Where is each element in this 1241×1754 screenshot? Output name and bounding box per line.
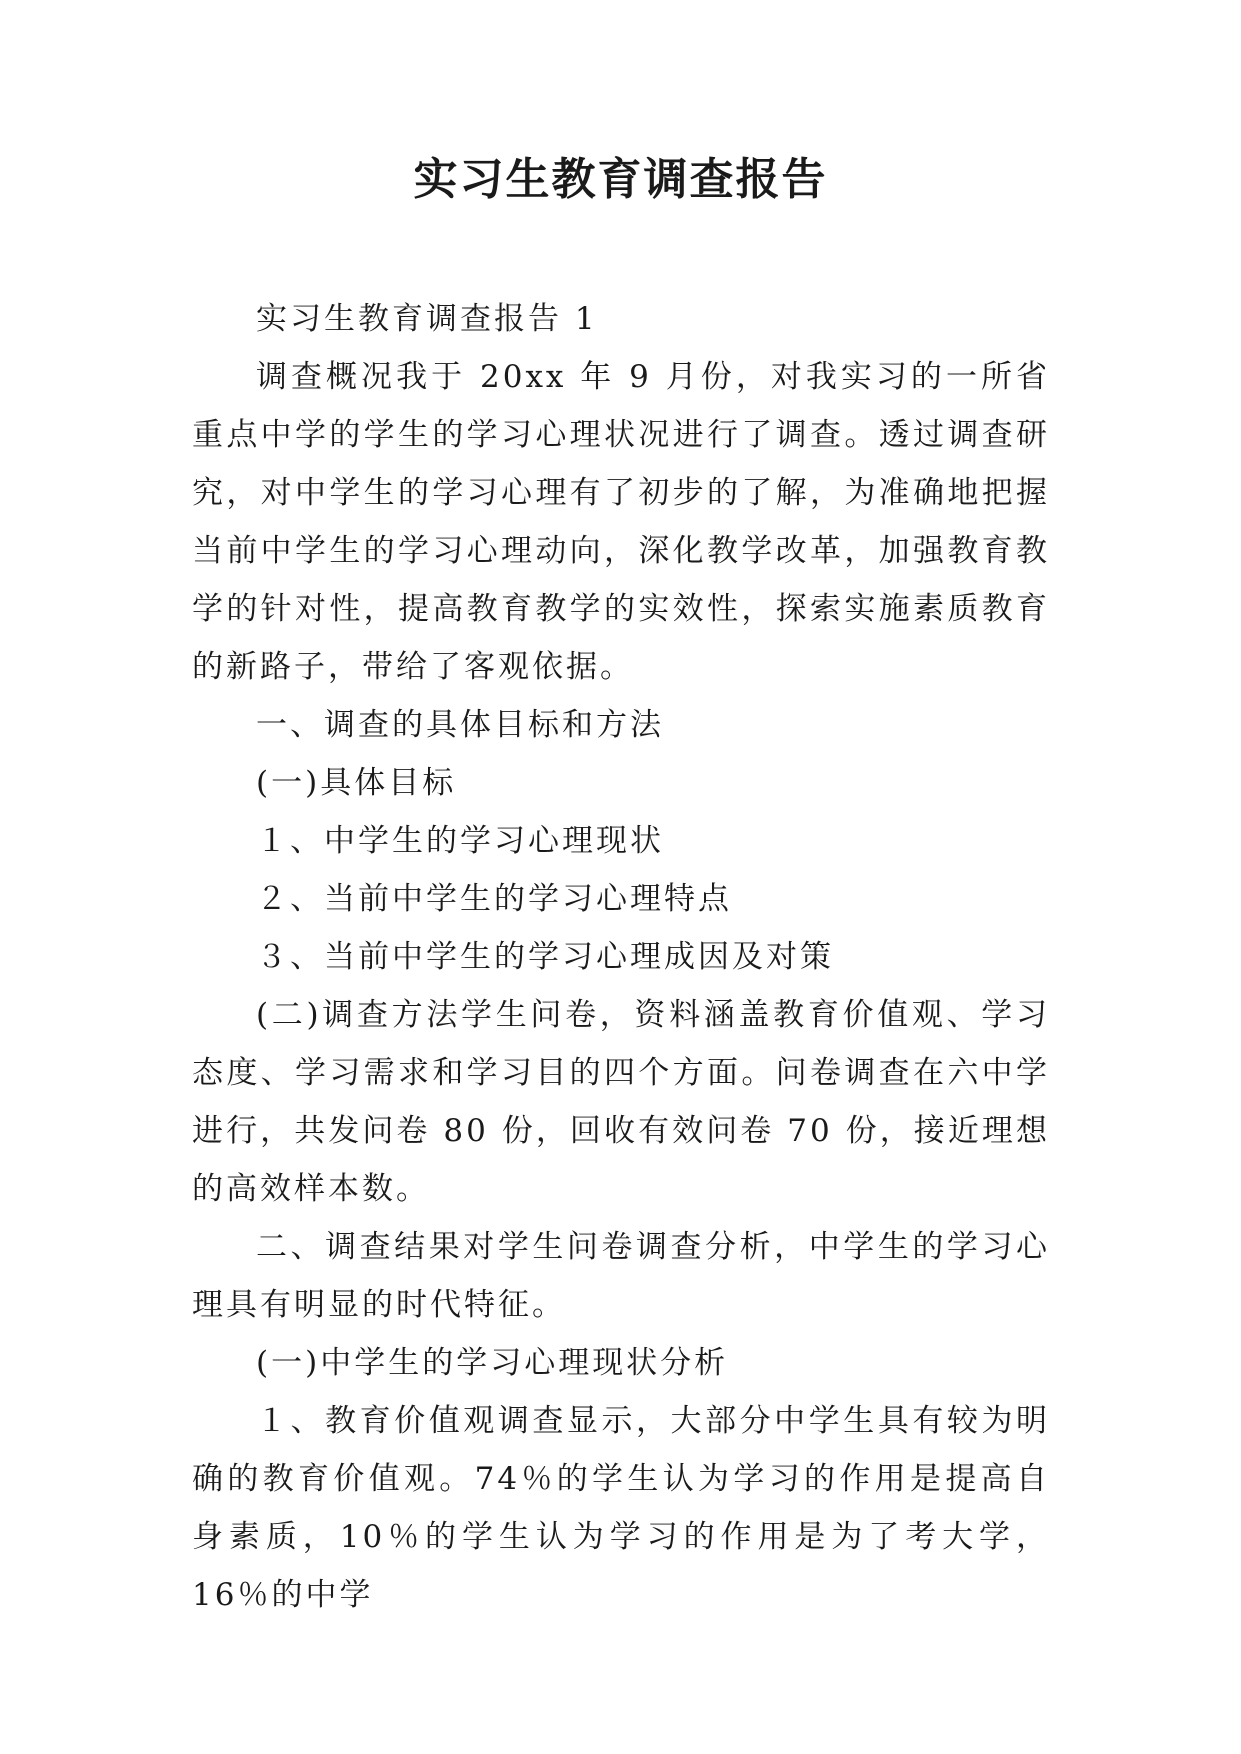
list-item-goal-3: ３、当前中学生的学习心理成因及对策 [256,939,834,975]
paragraph-heading-goals-methods: 一、调查的具体目标和方法 [256,707,664,743]
paragraph-subheading-analysis: (一)中学生的学习心理现状分析 [256,1345,729,1381]
paragraph-survey-overview: 调查概况我于 20xx 年 9 月份，对我实习的一所省重点中学的学生的学习心理状况进行了调查。透过调查研究，对中学生的学习心理有了初步的了解，为准确地把握当前中学生的学习心理动向，深化教学改革，加强教育教学的针对性，提高教育教学的实效性，探索实施素质教育的新路子，带给了客观依据。 [192,359,1050,685]
paragraph-heading-results: 二、调查结果对学生问卷调查分析，中学生的学习心理具有明显的时代特征。 [192,1229,1050,1323]
paragraph-education-values: １、教育价值观调查显示，大部分中学生具有较为明确的教育价值观。74％的学生认为学习的作用是提高自身素质，10％的学生认为学习的作用是为了考大学，16％的中学 [192,1403,1050,1613]
paragraph-section-heading: 实习生教育调查报告 1 [256,301,598,337]
document-body [192,290,1050,1624]
list-item-goal-2: ２、当前中学生的学习心理特点 [256,881,732,917]
list-item-goal-1: １、中学生的学习心理现状 [256,823,664,859]
paragraph-subheading-goals: (一)具体目标 [256,765,457,801]
paragraph-survey-method: (二)调查方法学生问卷，资料涵盖教育价值观、学习态度、学习需求和学习目的四个方面。问卷调查在六中学进行，共发问卷 80 份，回收有效问卷 70 份，接近理想的高效样本数。 [192,997,1050,1207]
document-title: 实习生教育调查报告 [413,154,828,205]
